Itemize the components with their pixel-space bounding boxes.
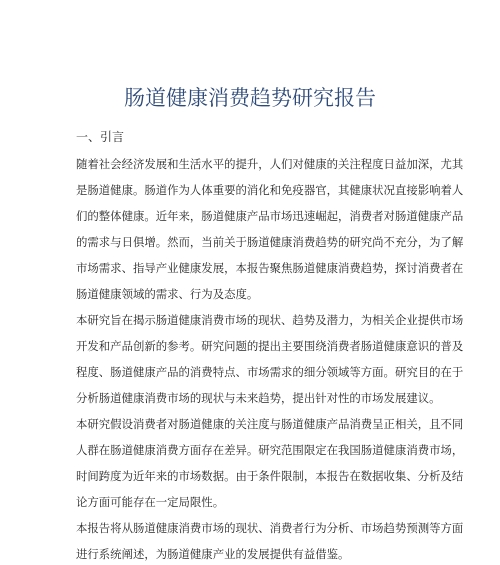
section-heading: 一、引言 xyxy=(76,130,125,144)
text-line: 本研究假设消费者对肠道健康的关注度与肠道健康产品消费呈正相关，且不同 xyxy=(76,417,464,431)
text-line: 市场需求、指导产业健康发展，本报告聚焦肠道健康消费趋势，探讨消费者在 xyxy=(76,261,464,275)
text-line: 们的整体健康。近年来，肠道健康产品市场迅速崛起，消费者对肠道健康产品 xyxy=(76,209,464,223)
text-line: 程度、肠道健康产品的消费特点、市场需求的细分领域等方面。研究目的在于 xyxy=(76,365,464,379)
document-title: 肠道健康消费趋势研究报告 xyxy=(124,86,376,110)
text-line: 本报告将从肠道健康消费市场的现状、消费者行为分析、市场趋势预测等方面 xyxy=(76,521,464,535)
text-line: 开发和产品创新的参考。研究问题的提出主要围绕消费者肠道健康意识的普及 xyxy=(76,339,464,353)
text-line: 本研究旨在揭示肠道健康消费市场的现状、趋势及潜力，为相关企业提供市场 xyxy=(76,313,464,327)
text-line: 肠道健康领域的需求、行为及态度。 xyxy=(76,287,259,301)
text-line: 分析肠道健康消费市场的现状与未来趋势，提出针对性的市场发展建议。 xyxy=(76,391,441,405)
text-line: 时间跨度为近年来的市场数据。由于条件限制，本报告在数据收集、分析及结 xyxy=(76,469,464,483)
text-line: 论方面可能存在一定局限性。 xyxy=(76,495,225,509)
text-line: 随着社会经济发展和生活水平的提升，人们对健康的关注程度日益加深，尤其 xyxy=(76,157,464,171)
text-line: 的需求与日俱增。然而，当前关于肠道健康消费趋势的研究尚不充分，为了解 xyxy=(76,235,464,249)
text-line: 人群在肠道健康消费方面存在差异。研究范围限定在我国肠道健康消费市场， xyxy=(76,443,464,457)
text-line: 是肠道健康。肠道作为人体重要的消化和免疫器官，其健康状况直接影响着人 xyxy=(76,183,464,197)
text-line: 进行系统阐述，为肠道健康产业的发展提供有益借鉴。 xyxy=(76,547,350,561)
